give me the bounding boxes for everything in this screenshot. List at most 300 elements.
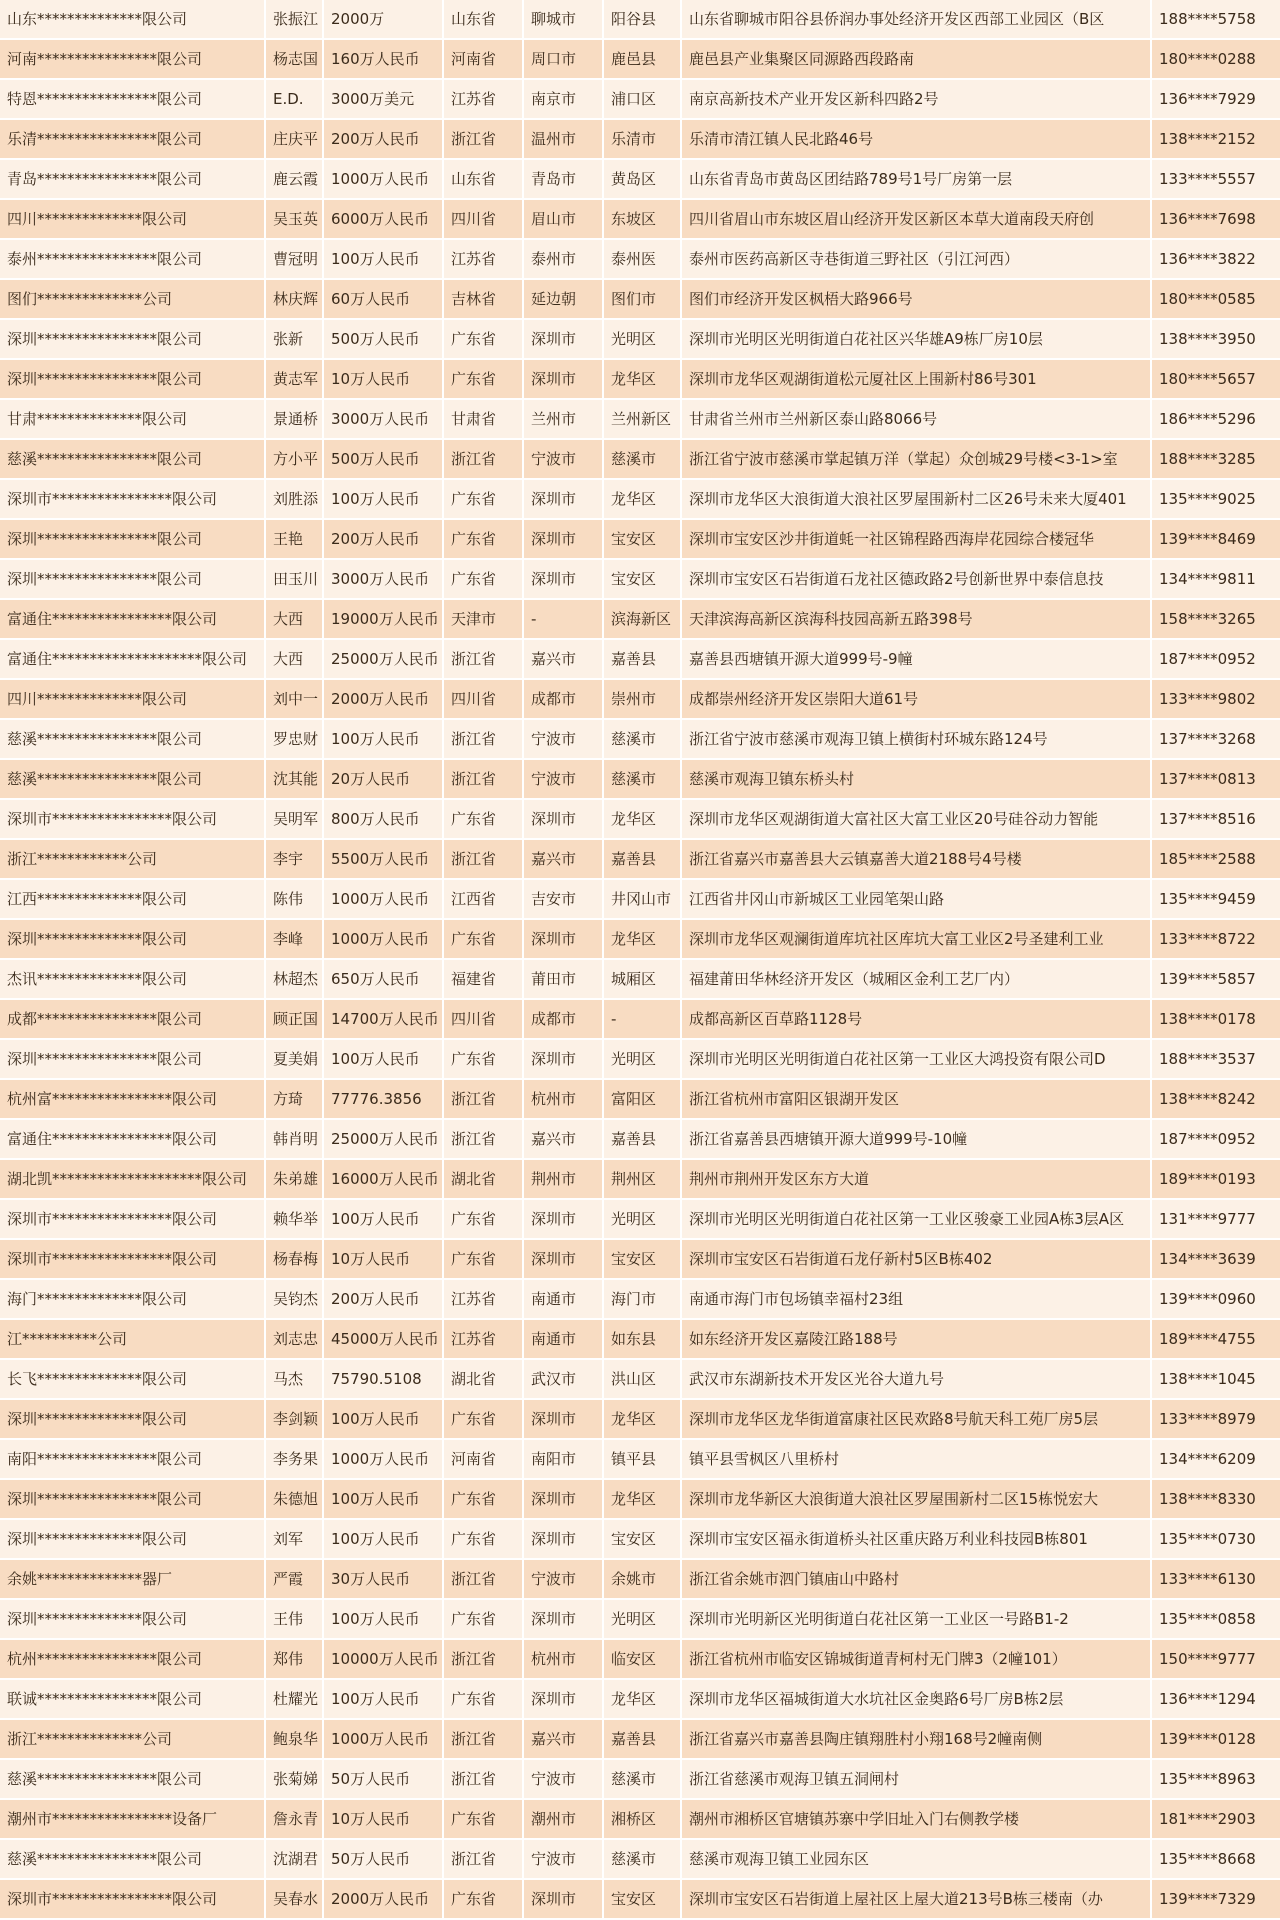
company-name-cell: 青岛****************限公司 xyxy=(0,159,265,199)
address-cell: 浙江省杭州市富阳区银湖开发区 xyxy=(681,1079,1151,1119)
address-cell: 南通市海门市包场镇幸福村23组 xyxy=(681,1279,1151,1319)
district-cell: 慈溪市 xyxy=(603,759,681,799)
city-cell: 深圳市 xyxy=(523,319,603,359)
company-name-cell: 河南****************限公司 xyxy=(0,39,265,79)
table-row xyxy=(0,919,1280,959)
phone-cell: 137****8516 xyxy=(1151,799,1280,839)
province-cell: 福建省 xyxy=(443,959,523,999)
address-cell: 深圳市光明区光明街道白花社区第一工业区大鸿投资有限公司D xyxy=(681,1039,1151,1079)
district-cell: 阳谷县 xyxy=(603,0,681,39)
registered-capital-cell: 77776.3856 xyxy=(323,1079,443,1119)
table-row xyxy=(0,1279,1280,1319)
phone-cell: 181****2903 xyxy=(1151,1799,1280,1839)
table-row xyxy=(0,279,1280,319)
district-cell: 慈溪市 xyxy=(603,719,681,759)
district-cell: 井冈山市 xyxy=(603,879,681,919)
address-cell: 江西省井冈山市新城区工业园笔架山路 xyxy=(681,879,1151,919)
company-name-cell: 深圳市****************限公司 xyxy=(0,1879,265,1919)
province-cell: 江苏省 xyxy=(443,79,523,119)
city-cell: 吉安市 xyxy=(523,879,603,919)
registered-capital-cell: 200万人民币 xyxy=(323,119,443,159)
registered-capital-cell: 1000万人民币 xyxy=(323,1719,443,1759)
legal-person-cell: 沈湖君 xyxy=(265,1839,323,1879)
province-cell: 广东省 xyxy=(443,1199,523,1239)
legal-person-cell: 林超杰 xyxy=(265,959,323,999)
legal-person-cell: 朱德旭 xyxy=(265,1479,323,1519)
district-cell: 龙华区 xyxy=(603,1399,681,1439)
phone-cell: 187****0952 xyxy=(1151,1119,1280,1159)
district-cell: 如东县 xyxy=(603,1319,681,1359)
company-name-cell: 深圳市****************限公司 xyxy=(0,1239,265,1279)
table-row xyxy=(0,879,1280,919)
registered-capital-cell: 5500万人民币 xyxy=(323,839,443,879)
legal-person-cell: 李宇 xyxy=(265,839,323,879)
table-row xyxy=(0,719,1280,759)
province-cell: 广东省 xyxy=(443,359,523,399)
legal-person-cell: 杨志国 xyxy=(265,39,323,79)
legal-person-cell: 詹永青 xyxy=(265,1799,323,1839)
registered-capital-cell: 25000万人民币 xyxy=(323,639,443,679)
legal-person-cell: 鲍泉华 xyxy=(265,1719,323,1759)
phone-cell: 131****9777 xyxy=(1151,1199,1280,1239)
province-cell: 浙江省 xyxy=(443,1839,523,1879)
address-cell: 浙江省宁波市慈溪市掌起镇万洋（掌起）众创城29号楼<3-1>室 xyxy=(681,439,1151,479)
legal-person-cell: 吴明军 xyxy=(265,799,323,839)
city-cell: 成都市 xyxy=(523,999,603,1039)
company-name-cell: 深圳****************限公司 xyxy=(0,319,265,359)
address-cell: 深圳市宝安区石岩街道上屋社区上屋大道213号B栋三楼南（办 xyxy=(681,1879,1151,1919)
address-cell: 深圳市龙华新区大浪街道大浪社区罗屋围新村二区15栋悦宏大 xyxy=(681,1479,1151,1519)
district-cell: 洪山区 xyxy=(603,1359,681,1399)
district-cell: 光明区 xyxy=(603,319,681,359)
address-cell: 深圳市宝安区石岩街道石龙仔新村5区B栋402 xyxy=(681,1239,1151,1279)
address-cell: 深圳市宝安区沙井街道蚝一社区锦程路西海岸花园综合楼冠华 xyxy=(681,519,1151,559)
city-cell: 杭州市 xyxy=(523,1079,603,1119)
company-name-cell: 深圳**************限公司 xyxy=(0,1519,265,1559)
registered-capital-cell: 75790.5108 xyxy=(323,1359,443,1399)
district-cell: 兰州新区 xyxy=(603,399,681,439)
registered-capital-cell: 10万人民币 xyxy=(323,1799,443,1839)
city-cell: 宁波市 xyxy=(523,719,603,759)
company-name-cell: 潮州市****************设备厂 xyxy=(0,1799,265,1839)
table-row xyxy=(0,119,1280,159)
province-cell: 浙江省 xyxy=(443,639,523,679)
phone-cell: 186****5296 xyxy=(1151,399,1280,439)
company-name-cell: 富通住********************限公司 xyxy=(0,639,265,679)
registered-capital-cell: 100万人民币 xyxy=(323,1599,443,1639)
legal-person-cell: 景通桥 xyxy=(265,399,323,439)
table-row xyxy=(0,1399,1280,1439)
city-cell: 眉山市 xyxy=(523,199,603,239)
district-cell: 宝安区 xyxy=(603,1519,681,1559)
registered-capital-cell: 10万人民币 xyxy=(323,359,443,399)
address-cell: 图们市经济开发区枫梧大路966号 xyxy=(681,279,1151,319)
address-cell: 深圳市光明区光明街道白花社区第一工业区骏豪工业园A栋3层A区 xyxy=(681,1199,1151,1239)
district-cell: 镇平县 xyxy=(603,1439,681,1479)
district-cell: 图们市 xyxy=(603,279,681,319)
phone-cell: 138****1045 xyxy=(1151,1359,1280,1399)
district-cell: 龙华区 xyxy=(603,359,681,399)
registered-capital-cell: 20万人民币 xyxy=(323,759,443,799)
phone-cell: 133****8722 xyxy=(1151,919,1280,959)
province-cell: 广东省 xyxy=(443,479,523,519)
registered-capital-cell: 3000万美元 xyxy=(323,79,443,119)
phone-cell: 180****0585 xyxy=(1151,279,1280,319)
province-cell: 山东省 xyxy=(443,159,523,199)
phone-cell: 135****8963 xyxy=(1151,1759,1280,1799)
city-cell: 成都市 xyxy=(523,679,603,719)
table-row xyxy=(0,1079,1280,1119)
registered-capital-cell: 60万人民币 xyxy=(323,279,443,319)
phone-cell: 138****0178 xyxy=(1151,999,1280,1039)
address-cell: 成都崇州经济开发区崇阳大道61号 xyxy=(681,679,1151,719)
district-cell: 慈溪市 xyxy=(603,439,681,479)
province-cell: 甘肃省 xyxy=(443,399,523,439)
legal-person-cell: 罗忠财 xyxy=(265,719,323,759)
company-name-cell: 深圳市****************限公司 xyxy=(0,1199,265,1239)
city-cell: 深圳市 xyxy=(523,799,603,839)
district-cell: 龙华区 xyxy=(603,1679,681,1719)
table-row xyxy=(0,679,1280,719)
registered-capital-cell: 650万人民币 xyxy=(323,959,443,999)
province-cell: 广东省 xyxy=(443,1039,523,1079)
phone-cell: 136****1294 xyxy=(1151,1679,1280,1719)
legal-person-cell: 赖华举 xyxy=(265,1199,323,1239)
registered-capital-cell: 3000万人民币 xyxy=(323,399,443,439)
province-cell: 广东省 xyxy=(443,519,523,559)
province-cell: 湖北省 xyxy=(443,1159,523,1199)
registered-capital-cell: 50万人民币 xyxy=(323,1759,443,1799)
district-cell: 龙华区 xyxy=(603,479,681,519)
company-name-cell: 富通住****************限公司 xyxy=(0,599,265,639)
district-cell: 临安区 xyxy=(603,1639,681,1679)
legal-person-cell: 李峰 xyxy=(265,919,323,959)
table-row xyxy=(0,1119,1280,1159)
company-name-cell: 杭州富****************限公司 xyxy=(0,1079,265,1119)
district-cell: 宝安区 xyxy=(603,1879,681,1919)
address-cell: 浙江省嘉善县西塘镇开源大道999号-10幢 xyxy=(681,1119,1151,1159)
province-cell: 浙江省 xyxy=(443,1119,523,1159)
city-cell: 荆州市 xyxy=(523,1159,603,1199)
province-cell: 江苏省 xyxy=(443,239,523,279)
province-cell: 广东省 xyxy=(443,1399,523,1439)
phone-cell: 180****0288 xyxy=(1151,39,1280,79)
address-cell: 深圳市光明区光明街道白花社区兴华雄A9栋厂房10层 xyxy=(681,319,1151,359)
company-name-cell: 浙江**************公司 xyxy=(0,1719,265,1759)
registered-capital-cell: 100万人民币 xyxy=(323,1399,443,1439)
district-cell: 宝安区 xyxy=(603,559,681,599)
city-cell: 嘉兴市 xyxy=(523,1719,603,1759)
address-cell: 深圳市龙华区龙华街道富康社区民欢路8号航天科工苑厂房5层 xyxy=(681,1399,1151,1439)
registered-capital-cell: 100万人民币 xyxy=(323,239,443,279)
legal-person-cell: 刘志忠 xyxy=(265,1319,323,1359)
registered-capital-cell: 10000万人民币 xyxy=(323,1639,443,1679)
address-cell: 山东省聊城市阳谷县侨润办事处经济开发区西部工业园区（B区 xyxy=(681,0,1151,39)
company-name-cell: 四川**************限公司 xyxy=(0,199,265,239)
city-cell: 潮州市 xyxy=(523,1799,603,1839)
city-cell: 嘉兴市 xyxy=(523,839,603,879)
table-row xyxy=(0,519,1280,559)
table-row xyxy=(0,1159,1280,1199)
company-name-cell: 特恩****************限公司 xyxy=(0,79,265,119)
district-cell: 慈溪市 xyxy=(603,1759,681,1799)
legal-person-cell: 吴春水 xyxy=(265,1879,323,1919)
phone-cell: 158****3265 xyxy=(1151,599,1280,639)
province-cell: 浙江省 xyxy=(443,1079,523,1119)
address-cell: 潮州市湘桥区官塘镇苏寨中学旧址入门右侧教学楼 xyxy=(681,1799,1151,1839)
legal-person-cell: 马杰 xyxy=(265,1359,323,1399)
company-name-cell: 深圳**************限公司 xyxy=(0,1399,265,1439)
table-row xyxy=(0,1439,1280,1479)
registered-capital-cell: 100万人民币 xyxy=(323,479,443,519)
province-cell: 浙江省 xyxy=(443,719,523,759)
legal-person-cell: 吴钧杰 xyxy=(265,1279,323,1319)
city-cell: 莆田市 xyxy=(523,959,603,999)
legal-person-cell: 韩肖明 xyxy=(265,1119,323,1159)
province-cell: 广东省 xyxy=(443,1519,523,1559)
company-name-cell: 长飞**************限公司 xyxy=(0,1359,265,1399)
district-cell: 宝安区 xyxy=(603,1239,681,1279)
district-cell: 鹿邑县 xyxy=(603,39,681,79)
city-cell: 南通市 xyxy=(523,1279,603,1319)
city-cell: 宁波市 xyxy=(523,1559,603,1599)
table-row xyxy=(0,799,1280,839)
table-row xyxy=(0,359,1280,399)
phone-cell: 133****6130 xyxy=(1151,1559,1280,1599)
address-cell: 深圳市龙华区大浪街道大浪社区罗屋围新村二区26号未来大厦401 xyxy=(681,479,1151,519)
province-cell: 浙江省 xyxy=(443,1719,523,1759)
address-cell: 浙江省嘉兴市嘉善县陶庄镇翔胜村小翔168号2幢南侧 xyxy=(681,1719,1151,1759)
registered-capital-cell: 30万人民币 xyxy=(323,1559,443,1599)
company-name-cell: 乐清****************限公司 xyxy=(0,119,265,159)
table-row xyxy=(0,1039,1280,1079)
legal-person-cell: 吴玉英 xyxy=(265,199,323,239)
table-row xyxy=(0,639,1280,679)
phone-cell: 139****0128 xyxy=(1151,1719,1280,1759)
registered-capital-cell: 200万人民币 xyxy=(323,1279,443,1319)
legal-person-cell: 田玉川 xyxy=(265,559,323,599)
table-row xyxy=(0,39,1280,79)
registered-capital-cell: 160万人民币 xyxy=(323,39,443,79)
phone-cell: 136****7698 xyxy=(1151,199,1280,239)
registered-capital-cell: 500万人民币 xyxy=(323,319,443,359)
city-cell: 嘉兴市 xyxy=(523,639,603,679)
province-cell: 吉林省 xyxy=(443,279,523,319)
legal-person-cell: 陈伟 xyxy=(265,879,323,919)
legal-person-cell: 方琦 xyxy=(265,1079,323,1119)
province-cell: 浙江省 xyxy=(443,759,523,799)
phone-cell: 139****0960 xyxy=(1151,1279,1280,1319)
table-row xyxy=(0,559,1280,599)
phone-cell: 138****8330 xyxy=(1151,1479,1280,1519)
city-cell: 深圳市 xyxy=(523,1199,603,1239)
legal-person-cell: 刘军 xyxy=(265,1519,323,1559)
district-cell: 湘桥区 xyxy=(603,1799,681,1839)
district-cell: 泰州医 xyxy=(603,239,681,279)
table-row xyxy=(0,1359,1280,1399)
district-cell: 龙华区 xyxy=(603,799,681,839)
province-cell: 山东省 xyxy=(443,0,523,39)
registered-capital-cell: 25000万人民币 xyxy=(323,1119,443,1159)
company-name-cell: 富通住****************限公司 xyxy=(0,1119,265,1159)
registered-capital-cell: 1000万人民币 xyxy=(323,879,443,919)
address-cell: 浙江省余姚市泗门镇庙山中路村 xyxy=(681,1559,1151,1599)
legal-person-cell: 庄庆平 xyxy=(265,119,323,159)
city-cell: 聊城市 xyxy=(523,0,603,39)
city-cell: 深圳市 xyxy=(523,519,603,559)
city-cell: 南阳市 xyxy=(523,1439,603,1479)
legal-person-cell: 杜耀光 xyxy=(265,1679,323,1719)
table-row xyxy=(0,79,1280,119)
address-cell: 乐清市清江镇人民北路46号 xyxy=(681,119,1151,159)
city-cell: 深圳市 xyxy=(523,479,603,519)
address-cell: 天津滨海高新区滨海科技园高新五路398号 xyxy=(681,599,1151,639)
registered-capital-cell: 45000万人民币 xyxy=(323,1319,443,1359)
district-cell: 富阳区 xyxy=(603,1079,681,1119)
company-name-cell: 慈溪****************限公司 xyxy=(0,1839,265,1879)
registered-capital-cell: 2000万人民币 xyxy=(323,1879,443,1919)
table-row xyxy=(0,839,1280,879)
table-row xyxy=(0,199,1280,239)
address-cell: 嘉善县西塘镇开源大道999号-9幢 xyxy=(681,639,1151,679)
address-cell: 深圳市宝安区石岩街道石龙社区德政路2号创新世界中泰信息技 xyxy=(681,559,1151,599)
address-cell: 浙江省嘉兴市嘉善县大云镇嘉善大道2188号4号楼 xyxy=(681,839,1151,879)
company-name-cell: 深圳****************限公司 xyxy=(0,1039,265,1079)
table-row xyxy=(0,1559,1280,1599)
registered-capital-cell: 14700万人民币 xyxy=(323,999,443,1039)
registered-capital-cell: 1000万人民币 xyxy=(323,1439,443,1479)
legal-person-cell: 夏美娟 xyxy=(265,1039,323,1079)
registered-capital-cell: 100万人民币 xyxy=(323,1519,443,1559)
legal-person-cell: 沈其能 xyxy=(265,759,323,799)
legal-person-cell: 李务果 xyxy=(265,1439,323,1479)
company-name-cell: 江**********公司 xyxy=(0,1319,265,1359)
city-cell: 深圳市 xyxy=(523,1479,603,1519)
address-cell: 福建莆田华林经济开发区（城厢区金利工艺厂内） xyxy=(681,959,1151,999)
phone-cell: 139****7329 xyxy=(1151,1879,1280,1919)
address-cell: 浙江省慈溪市观海卫镇五洞闸村 xyxy=(681,1759,1151,1799)
company-name-cell: 深圳**************限公司 xyxy=(0,1599,265,1639)
address-cell: 浙江省宁波市慈溪市观海卫镇上横街村环城东路124号 xyxy=(681,719,1151,759)
legal-person-cell: 顾正国 xyxy=(265,999,323,1039)
address-cell: 鹿邑县产业集聚区同源路西段路南 xyxy=(681,39,1151,79)
district-cell: 嘉善县 xyxy=(603,1719,681,1759)
table-row xyxy=(0,1199,1280,1239)
address-cell: 深圳市龙华区观湖街道松元厦社区上围新村86号301 xyxy=(681,359,1151,399)
table-row xyxy=(0,1479,1280,1519)
address-cell: 山东省青岛市黄岛区团结路789号1号厂房第一层 xyxy=(681,159,1151,199)
phone-cell: 189****0193 xyxy=(1151,1159,1280,1199)
district-cell: 光明区 xyxy=(603,1199,681,1239)
company-name-cell: 泰州****************限公司 xyxy=(0,239,265,279)
city-cell: - xyxy=(523,599,603,639)
registered-capital-cell: 100万人民币 xyxy=(323,1479,443,1519)
province-cell: 广东省 xyxy=(443,319,523,359)
company-name-cell: 湖北凯********************限公司 xyxy=(0,1159,265,1199)
province-cell: 江苏省 xyxy=(443,1319,523,1359)
registered-capital-cell: 19000万人民币 xyxy=(323,599,443,639)
city-cell: 深圳市 xyxy=(523,559,603,599)
registered-capital-cell: 2000万 xyxy=(323,0,443,39)
phone-cell: 188****3285 xyxy=(1151,439,1280,479)
address-cell: 武汉市东湖新技术开发区光谷大道九号 xyxy=(681,1359,1151,1399)
company-name-cell: 四川**************限公司 xyxy=(0,679,265,719)
table-row xyxy=(0,759,1280,799)
city-cell: 泰州市 xyxy=(523,239,603,279)
phone-cell: 133****9802 xyxy=(1151,679,1280,719)
phone-cell: 135****9025 xyxy=(1151,479,1280,519)
company-name-cell: 海门**************限公司 xyxy=(0,1279,265,1319)
company-name-cell: 深圳****************限公司 xyxy=(0,559,265,599)
address-cell: 南京高新技术产业开发区新科四路2号 xyxy=(681,79,1151,119)
company-name-cell: 深圳**************限公司 xyxy=(0,919,265,959)
address-cell: 深圳市宝安区福永街道桥头社区重庆路万利业科技园B栋801 xyxy=(681,1519,1151,1559)
province-cell: 浙江省 xyxy=(443,839,523,879)
city-cell: 兰州市 xyxy=(523,399,603,439)
registered-capital-cell: 3000万人民币 xyxy=(323,559,443,599)
province-cell: 广东省 xyxy=(443,559,523,599)
phone-cell: 134****9811 xyxy=(1151,559,1280,599)
city-cell: 深圳市 xyxy=(523,1399,603,1439)
company-name-cell: 慈溪****************限公司 xyxy=(0,439,265,479)
legal-person-cell: 张新 xyxy=(265,319,323,359)
table-row xyxy=(0,959,1280,999)
district-cell: 海门市 xyxy=(603,1279,681,1319)
city-cell: 深圳市 xyxy=(523,1519,603,1559)
phone-cell: 188****5758 xyxy=(1151,0,1280,39)
phone-cell: 180****5657 xyxy=(1151,359,1280,399)
city-cell: 周口市 xyxy=(523,39,603,79)
table-row xyxy=(0,479,1280,519)
district-cell: 崇州市 xyxy=(603,679,681,719)
phone-cell: 133****8979 xyxy=(1151,1399,1280,1439)
city-cell: 青岛市 xyxy=(523,159,603,199)
legal-person-cell: 大西 xyxy=(265,599,323,639)
province-cell: 广东省 xyxy=(443,799,523,839)
city-cell: 深圳市 xyxy=(523,1879,603,1919)
province-cell: 广东省 xyxy=(443,1599,523,1639)
phone-cell: 137****0813 xyxy=(1151,759,1280,799)
city-cell: 嘉兴市 xyxy=(523,1119,603,1159)
phone-cell: 136****7929 xyxy=(1151,79,1280,119)
phone-cell: 135****9459 xyxy=(1151,879,1280,919)
table-row xyxy=(0,1879,1280,1919)
table-row xyxy=(0,1319,1280,1359)
phone-cell: 137****3268 xyxy=(1151,719,1280,759)
phone-cell: 134****6209 xyxy=(1151,1439,1280,1479)
province-cell: 湖北省 xyxy=(443,1359,523,1399)
address-cell: 四川省眉山市东坡区眉山经济开发区新区本草大道南段天府创 xyxy=(681,199,1151,239)
district-cell: 光明区 xyxy=(603,1599,681,1639)
district-cell: 滨海新区 xyxy=(603,599,681,639)
registered-capital-cell: 100万人民币 xyxy=(323,1039,443,1079)
legal-person-cell: 刘胜添 xyxy=(265,479,323,519)
city-cell: 温州市 xyxy=(523,119,603,159)
province-cell: 四川省 xyxy=(443,199,523,239)
legal-person-cell: 张振江 xyxy=(265,0,323,39)
province-cell: 四川省 xyxy=(443,999,523,1039)
phone-cell: 187****0952 xyxy=(1151,639,1280,679)
phone-cell: 139****8469 xyxy=(1151,519,1280,559)
province-cell: 四川省 xyxy=(443,679,523,719)
registered-capital-cell: 500万人民币 xyxy=(323,439,443,479)
district-cell: 宝安区 xyxy=(603,519,681,559)
address-cell: 慈溪市观海卫镇东桥头村 xyxy=(681,759,1151,799)
registered-capital-cell: 10万人民币 xyxy=(323,1239,443,1279)
company-name-cell: 甘肃**************限公司 xyxy=(0,399,265,439)
district-cell: 浦口区 xyxy=(603,79,681,119)
city-cell: 南通市 xyxy=(523,1319,603,1359)
